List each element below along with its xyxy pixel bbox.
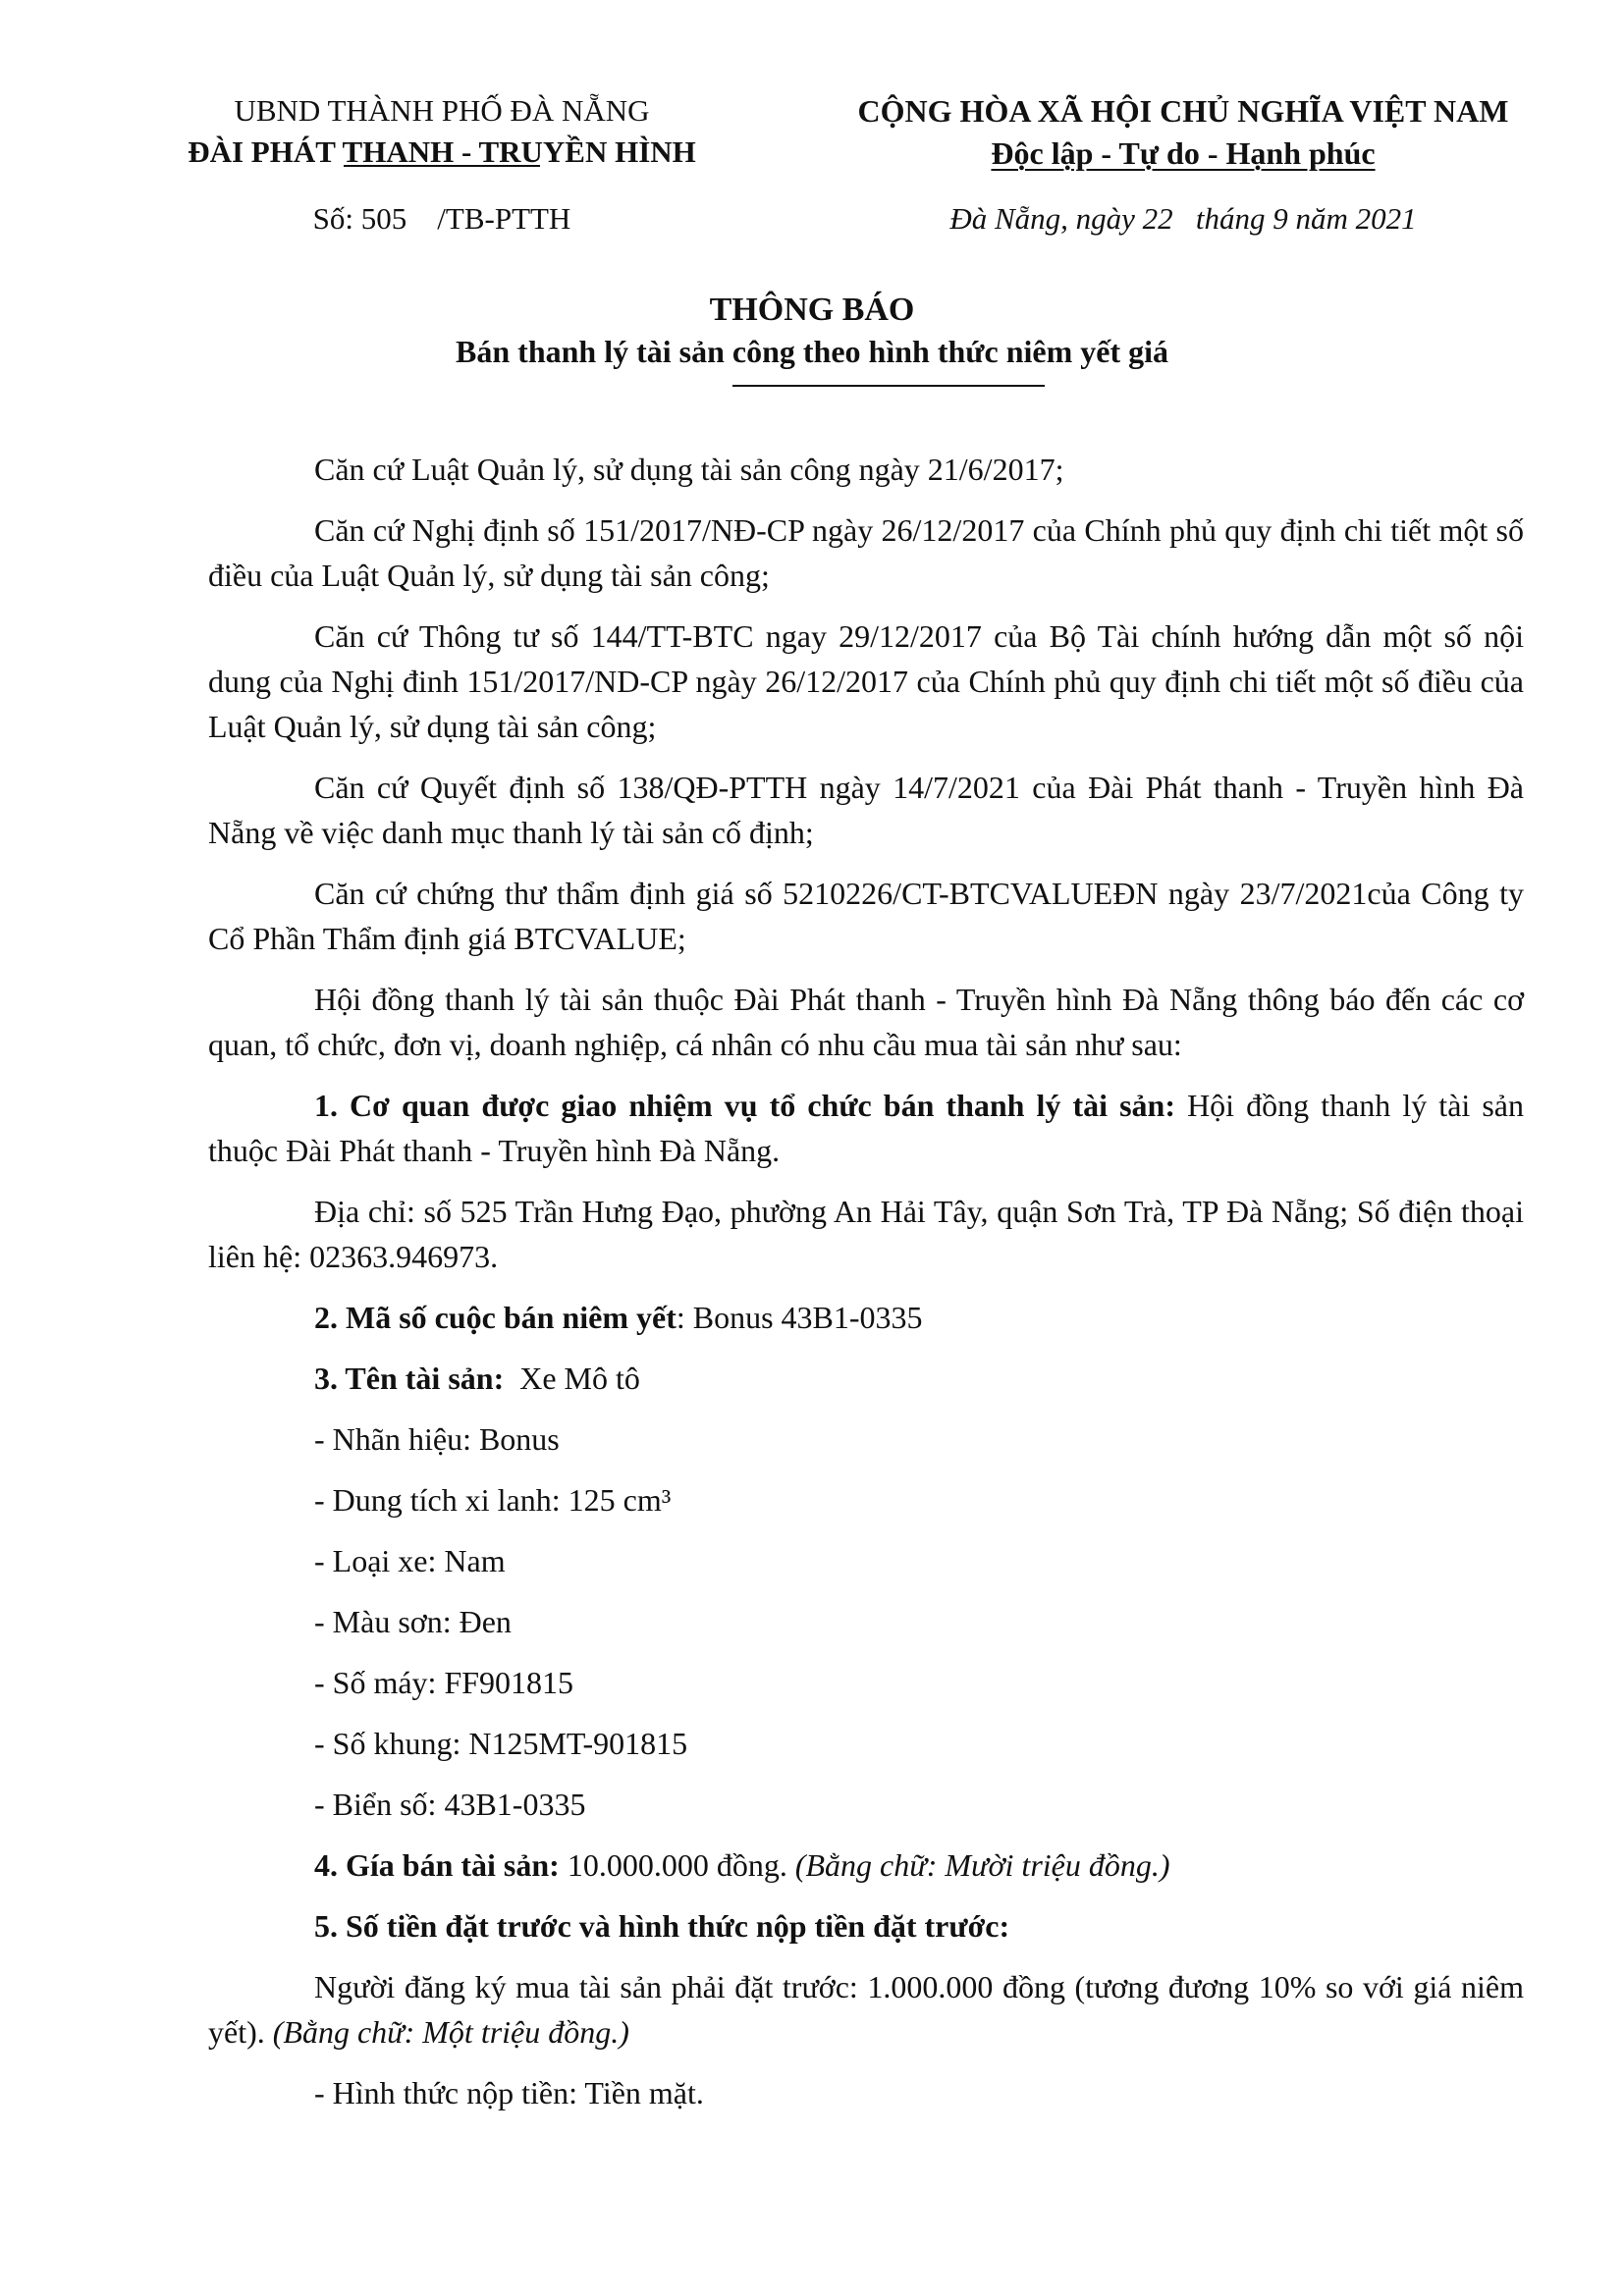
asset-item-brand: - Nhãn hiệu: Bonus xyxy=(314,1421,560,1457)
document-subtitle: Bán thanh lý tài sản công theo hình thức niêm yết giá xyxy=(456,334,1168,369)
section-2-label: . Mã số cuộc bán niêm yết xyxy=(330,1300,677,1335)
section-1 xyxy=(208,1083,1524,1173)
asset-item-displacement: - Dung tích xi lanh: 125 cm³ xyxy=(314,1482,672,1518)
nation-title: CỘNG HÒA XÃ HỘI CHỦ NGHĨA VIỆT NAM xyxy=(857,93,1509,129)
section-3-label: 3. Tên tài sản: xyxy=(314,1361,505,1396)
payment-method: - Hình thức nộp tiền: Tiền mặt. xyxy=(314,2075,704,2110)
section-2-text: : Bonus 43B1-0335 xyxy=(676,1300,923,1335)
address-paragraph: Địa chỉ: số 525 Trần Hưng Đạo, phường An Hải Tây, quận Sơn Trà, TP Đà Nẵng; Số điện thoại liên hệ: 02363.946973. xyxy=(208,1194,1524,1274)
document-number: Số: 505 /TB-PTTH xyxy=(312,200,571,236)
deposit-paragraph xyxy=(208,1964,1524,2055)
paragraph-basis-2: Căn cứ Nghị định số 151/2017/NĐ-CP ngày 26/12/2017 của Chính phủ quy định chi tiết một số điều của Luật Quản lý, sử dụng tài sản công; xyxy=(208,512,1524,593)
motto-wrap xyxy=(805,133,1561,175)
section-4-text: 10.000.000 đồng. xyxy=(559,1847,795,1883)
paragraph-announcement: Hội đồng thanh lý tài sản thuộc Đài Phát thanh - Truyền hình Đà Nẵng thông báo đến các cơ quan, tổ chức, đơn vị, doanh nghiệp, cá nhân có nhu cầu mua tài sản như sau: xyxy=(208,982,1524,1062)
paragraph-basis-1: Căn cứ Luật Quản lý, sử dụng tài sản công ngày 21/6/2017; xyxy=(314,452,1064,487)
section-2 xyxy=(208,1295,1524,1340)
section-3 xyxy=(208,1356,1524,1401)
deposit-text: Người đăng ký mua tài sản phải đặt trước: 1.000.000 đồng (tương đương 10% so với giá niêm yết). xyxy=(208,1969,1524,2050)
section-3-text: Xe Mô tô xyxy=(504,1361,640,1396)
asset-item-color: - Màu sơn: Đen xyxy=(314,1604,512,1639)
section-5 xyxy=(208,1903,1524,1949)
section-1-text: Hội đồng thanh lý tài sản thuộc Đài Phát thanh - Truyền hình Đà Nẵng. xyxy=(208,1088,1525,1168)
section-4-label: 4. Gía bán tài sản: xyxy=(314,1847,560,1883)
section-2-number: 2 xyxy=(314,1300,330,1335)
section-4 xyxy=(208,1842,1524,1888)
org-parent: UBND THÀNH PHỐ ĐÀ NẴNG xyxy=(234,93,650,128)
section-4-words: (Bằng chữ: Mười triệu đồng.) xyxy=(794,1847,1170,1883)
paragraph-basis-3: Căn cứ Thông tư số 144/TT-BTC ngay 29/12/2017 của Bộ Tài chính hướng dẫn một số nội dung của Nghị đinh 151/2017/ND-CP ngày 26/12/2017 của Chính phủ quy định chi tiết một số điều của Luật Quản lý, sử dụng tài sản công; xyxy=(208,618,1524,744)
section-5-label: 5. Số tiền đặt trước và hình thức nộp tiền đặt trước: xyxy=(314,1908,1010,1944)
place-date: Đà Nẵng, ngày 22 tháng 9 năm 2021 xyxy=(949,201,1417,237)
paragraph-basis-4: Căn cứ Quyết định số 138/QĐ-PTTH ngày 14/7/2021 của Đài Phát thanh - Truyền hình Đà Nẵng về việc danh mục thanh lý tài sản cố định; xyxy=(208,770,1524,850)
org-underline xyxy=(344,165,540,167)
asset-item-frame-number: - Số khung: N125MT-901815 xyxy=(314,1726,688,1761)
section-1-label: 1. Cơ quan được giao nhiệm vụ tổ chức bán thanh lý tài sản: xyxy=(314,1088,1176,1123)
asset-item-type: - Loại xe: Nam xyxy=(314,1543,506,1578)
asset-item-engine-number: - Số máy: FF901815 xyxy=(314,1665,574,1700)
title-underline xyxy=(732,385,1045,387)
asset-item-plate: - Biển số: 43B1-0335 xyxy=(314,1787,586,1822)
document-body xyxy=(208,447,1524,2131)
deposit-words: (Bằng chữ: Một triệu đồng.) xyxy=(272,2014,629,2050)
motto: Độc lập - Tự do - Hạnh phúc xyxy=(991,135,1376,172)
header-right xyxy=(805,90,1561,240)
header-left xyxy=(147,90,736,240)
document-title: THÔNG BÁO xyxy=(709,292,915,328)
org-name: ĐÀI PHÁT THANH - TRUYỀN HÌNH xyxy=(188,133,696,169)
paragraph-basis-5: Căn cứ chứng thư thẩm định giá số 5210226/CT-BTCVALUEĐN ngày 23/7/2021của Công ty Cổ Phần Thẩm định giá BTCVALUE; xyxy=(208,876,1524,956)
